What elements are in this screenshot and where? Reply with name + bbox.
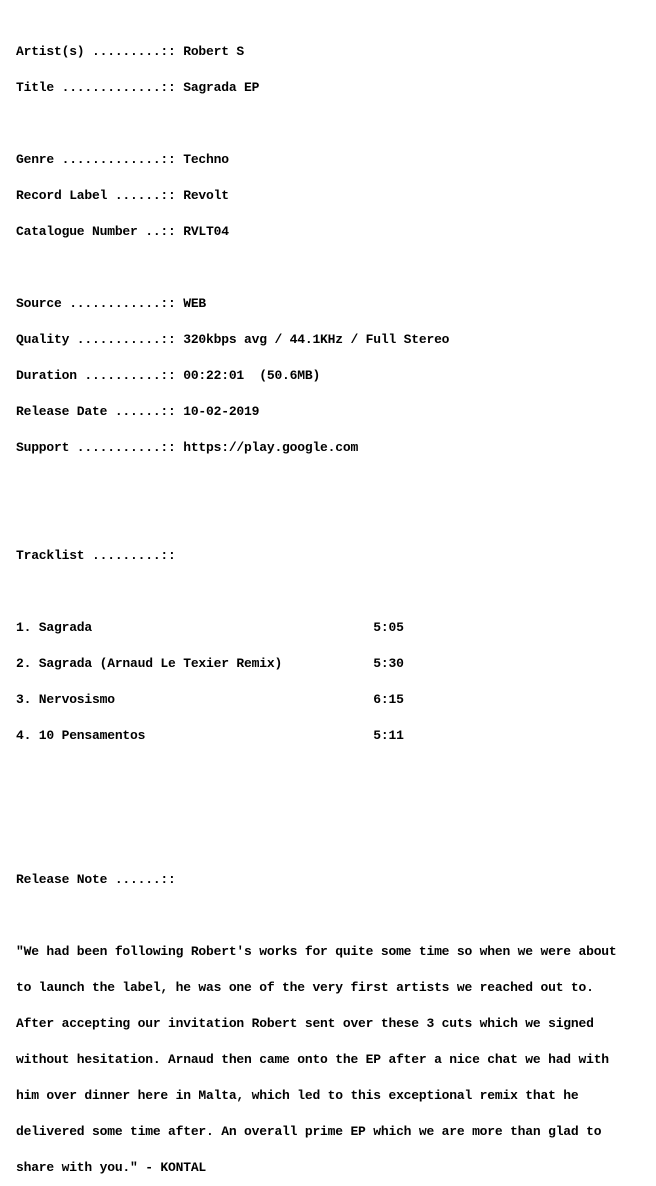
spacer	[16, 478, 617, 490]
track-row: 4. 10 Pensamentos 5:11	[16, 728, 404, 743]
release-note-line: share with you." - KONTAL	[16, 1160, 207, 1175]
release-date-line: Release Date ......:: 10-02-2019	[16, 404, 260, 419]
record-label-line: Record Label ......:: Revolt	[16, 188, 229, 203]
release-note-line: without hesitation. Arnaud then came onto the EP after a nice chat we had with	[16, 1052, 609, 1067]
spacer	[16, 262, 617, 274]
release-note-heading: Release Note ......::	[16, 872, 176, 887]
spacer	[16, 118, 617, 130]
quality-line: Quality ...........:: 320kbps avg / 44.1KHz / Full Stereo	[16, 332, 450, 347]
release-note-line: him over dinner here in Malta, which led to this exceptional remix that he	[16, 1088, 579, 1103]
release-note-line: "We had been following Robert's works for quite some time so when we were about	[16, 944, 617, 959]
catalogue-number-line: Catalogue Number ..:: RVLT04	[16, 224, 229, 239]
track-row: 3. Nervosismo 6:15	[16, 692, 404, 707]
artist-line: Artist(s) .........:: Robert S	[16, 44, 245, 59]
spacer	[16, 802, 617, 814]
spacer	[16, 586, 617, 598]
release-note-line: After accepting our invitation Robert sent over these 3 cuts which we signed	[16, 1016, 594, 1031]
duration-line: Duration ..........:: 00:22:01 (50.6MB)	[16, 368, 321, 383]
genre-line: Genre .............:: Techno	[16, 152, 229, 167]
support-line: Support ...........:: https://play.google.com	[16, 440, 359, 455]
source-line: Source ............:: WEB	[16, 296, 207, 311]
title-line: Title .............:: Sagrada EP	[16, 80, 260, 95]
spacer	[16, 766, 617, 778]
release-note-line: to launch the label, he was one of the very first artists we reached out to.	[16, 980, 594, 995]
nfo-text-block	[16, 22, 617, 1186]
spacer	[16, 514, 617, 526]
track-row: 2. Sagrada (Arnaud Le Texier Remix) 5:30	[16, 656, 404, 671]
track-row: 1. Sagrada 5:05	[16, 620, 404, 635]
tracklist-heading: Tracklist .........::	[16, 548, 176, 563]
release-note-line: delivered some time after. An overall prime EP which we are more than glad to	[16, 1124, 602, 1139]
spacer	[16, 838, 617, 850]
spacer	[16, 910, 617, 922]
